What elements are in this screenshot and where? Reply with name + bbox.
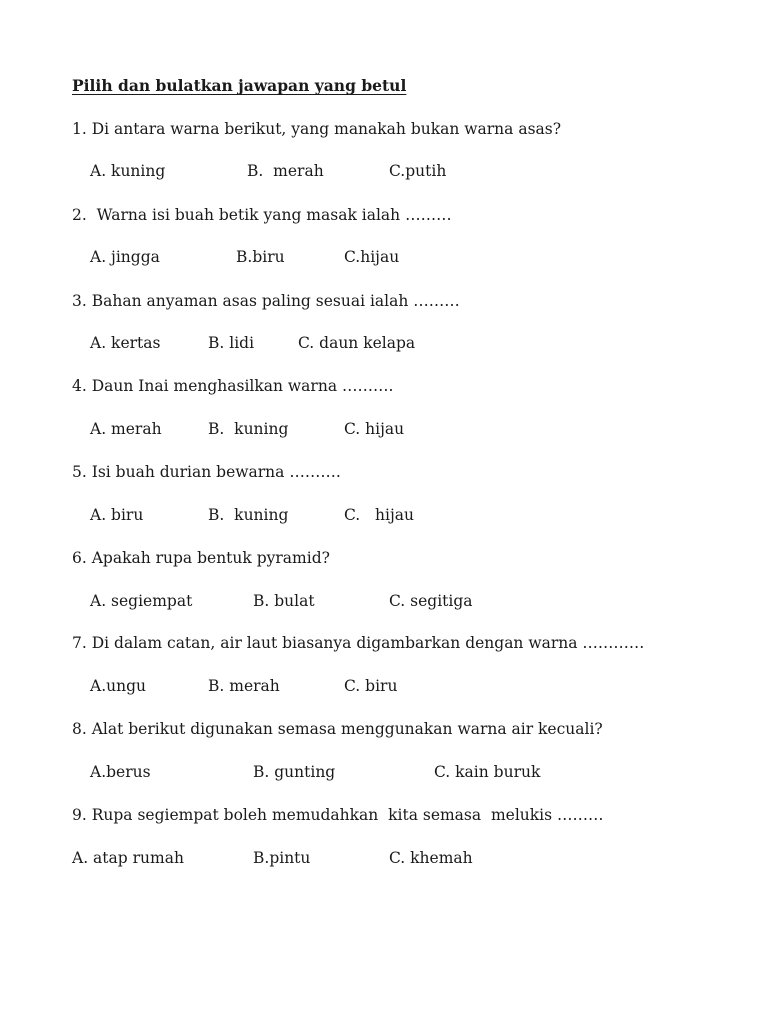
- question-9-option-a[interactable]: A. atap rumah: [72, 849, 184, 867]
- question-7-option-a[interactable]: A.ungu: [90, 677, 146, 695]
- question-6-option-b[interactable]: B. bulat: [253, 592, 315, 610]
- question-9-option-b[interactable]: B.pintu: [253, 849, 311, 867]
- question-2-option-a[interactable]: A. jingga: [90, 248, 160, 266]
- question-1-option-c[interactable]: C.putih: [389, 162, 447, 180]
- question-7-text: 7. Di dalam catan, air laut biasanya digambarkan dengan warna …………: [72, 634, 645, 652]
- question-5-option-c[interactable]: C. hijau: [344, 506, 414, 524]
- question-8-text: 8. Alat berikut digunakan semasa menggunakan warna air kecuali?: [72, 720, 603, 738]
- question-7-option-c[interactable]: C. biru: [344, 677, 398, 695]
- question-2-option-b[interactable]: B.biru: [236, 248, 285, 266]
- question-6-option-a[interactable]: A. segiempat: [90, 592, 193, 610]
- question-2-text: 2. Warna isi buah betik yang masak ialah ………: [72, 206, 452, 224]
- question-3-text: 3. Bahan anyaman asas paling sesuai ialah ………: [72, 292, 460, 310]
- question-1-option-b[interactable]: B. merah: [247, 162, 324, 180]
- question-5-text: 5. Isi buah durian bewarna ……….: [72, 463, 341, 481]
- question-7-option-b[interactable]: B. merah: [208, 677, 280, 695]
- question-4-option-a[interactable]: A. merah: [90, 420, 162, 438]
- worksheet-instruction: Pilih dan bulatkan jawapan yang betul: [72, 76, 407, 95]
- question-5-option-b[interactable]: B. kuning: [208, 506, 289, 524]
- question-2-option-c[interactable]: C.hijau: [344, 248, 400, 266]
- question-6-option-c[interactable]: C. segitiga: [389, 592, 473, 610]
- question-1-text: 1. Di antara warna berikut, yang manakah bukan warna asas?: [72, 120, 562, 138]
- question-6-text: 6. Apakah rupa bentuk pyramid?: [72, 549, 330, 567]
- question-9-option-c[interactable]: C. khemah: [389, 849, 473, 867]
- question-4-text: 4. Daun Inai menghasilkan warna ……….: [72, 377, 394, 395]
- question-9-text: 9. Rupa segiempat boleh memudahkan kita semasa melukis ………: [72, 806, 604, 824]
- question-8-option-a[interactable]: A.berus: [90, 763, 151, 781]
- question-3-option-c[interactable]: C. daun kelapa: [298, 334, 416, 352]
- question-3-option-b[interactable]: B. lidi: [208, 334, 255, 352]
- question-4-option-b[interactable]: B. kuning: [208, 420, 289, 438]
- question-1-option-a[interactable]: A. kuning: [90, 162, 166, 180]
- question-5-option-a[interactable]: A. biru: [90, 506, 144, 524]
- question-4-option-c[interactable]: C. hijau: [344, 420, 405, 438]
- question-8-option-b[interactable]: B. gunting: [253, 763, 336, 781]
- question-8-option-c[interactable]: C. kain buruk: [434, 763, 541, 781]
- question-3-option-a[interactable]: A. kertas: [90, 334, 161, 352]
